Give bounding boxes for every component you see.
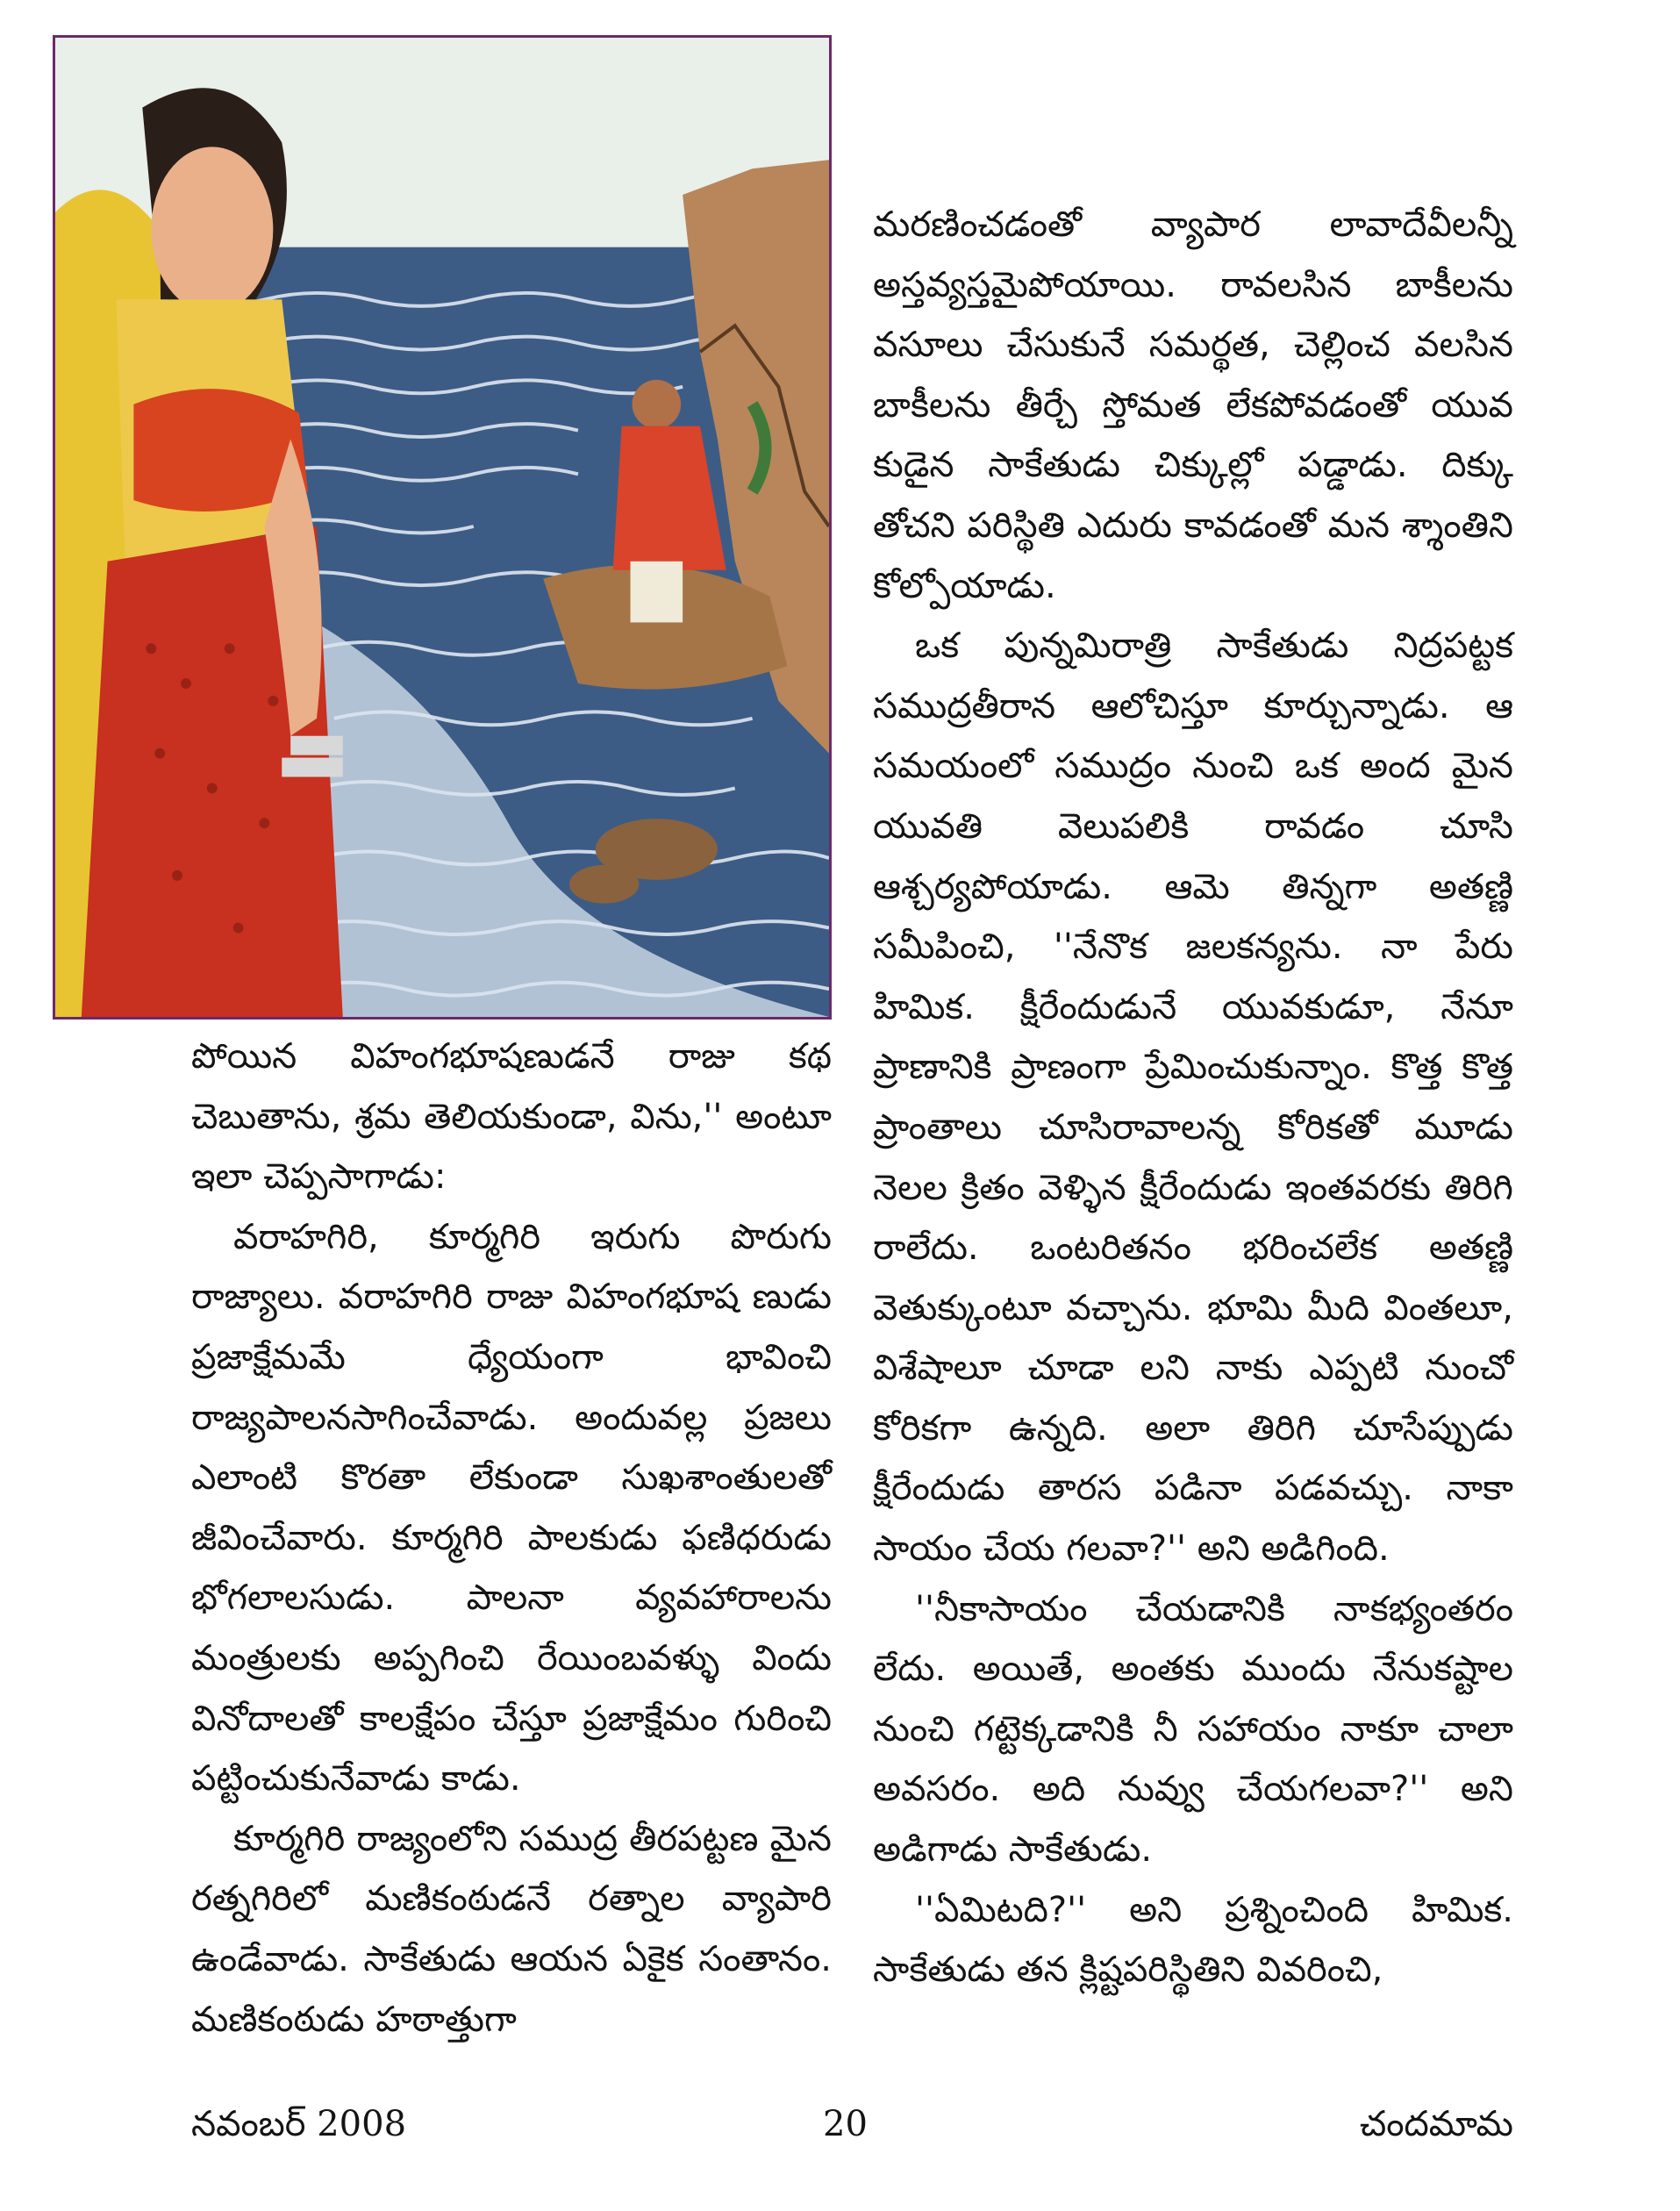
paragraph: వరాహగిరి, కూర్మగిరి ఇరుగు పొరుగు రాజ్యాలు. వరాహగిరి రాజు విహంగభూష ణుడు ప్రజాక్షేమమే ధ్యేయంగా భావించి రాజ్యపాలనసాగించేవాడు. అందువల్ల ప్రజలు ఎలాంటి కొరతా లేకుండా సుఖశాంతులతో జీవించేవారు. కూర్మగిరి పాలకుడు ఫణిధరుడు భోగలాలసుడు. పాలనా వ్యవహారాలను మంత్రులకు అప్పగించి రేయింబవళ్ళు విందు వినోదాలతో కాలక్షేపం చేస్తూ ప్రజాక్షేమం గురించి పట్టించుకునేవాడు కాడు. xyxy=(191,1216,832,1800)
paragraph: పోయిన విహంగభూషణుడనే రాజు కథ చెబుతాను, శ్రమ తెలియకుండా, విను,'' అంటూ ఇలా చెప్పసాగాడు: xyxy=(191,1036,832,1198)
paragraph: ''ఏమిటది?'' అని ప్రశ్నించింది హిమిక. సాకేతుడు తన క్లిష్టపరిస్థితిని వివరించి, xyxy=(873,1889,1513,1991)
right-column xyxy=(873,195,1513,2000)
paragraph: మరణించడంతో వ్యాపార లావాదేవీలన్నీ అస్తవ్యస్తమైపోయాయి. రావలసిన బాకీలను వసూలు చేసుకునే సమర్థత, చెల్లించ వలసిన బాకీలను తీర్చే స్తోమత లేకపోవడంతో యువ కుడైన సాకేతుడు చిక్కుల్లో పడ్డాడు. దిక్కు తోచని పరిస్థితి ఎదురు కావడంతో మన శ్శాంతిని కోల్పోయాడు. xyxy=(873,204,1513,606)
paragraph: ''నీకాసాయం చేయడానికి నాకభ్యంతరం లేదు. అయితే, అంతకు ముందు నేనుకష్టాల నుంచి గట్టెక్కడానికి నీ సహాయం నాకూ చాలా అవసరం. అది నువ్వు చేయగలవా?'' అని అడిగాడు సాకేతుడు. xyxy=(873,1588,1513,1871)
footer-month-year: నవంబర్ 2008 xyxy=(191,2104,407,2144)
paragraph: కూర్మగిరి రాజ్యంలోని సముద్ర తీరపట్టణ మైన రత్నగిరిలో మణికంఠుడనే రత్నాల వ్యాపారి ఉండేవాడు. సాకేతుడు ఆయన ఏకైక సంతానం. మణికంఠుడు హఠాత్తుగా xyxy=(191,1818,832,2040)
illustration xyxy=(53,35,832,1020)
left-column xyxy=(191,1027,832,2050)
paragraph: ఒక పున్నమిరాత్రి సాకేతుడు నిద్రపట్టక సముద్రతీరాన ఆలోచిస్తూ కూర్చున్నాడు. ఆ సమయంలో సముద్రం నుంచి ఒక అంద మైన యువతి వెలుపలికి రావడం చూసి ఆశ్చర్యపోయాడు. ఆమె తిన్నగా అతణ్ణి సమీపించి, ''నేనొక జలకన్యను. నా పేరు హిమిక. క్షీరేందుడునే యువకుడూ, నేనూ ప్రాణానికి ప్రాణంగా ప్రేమించుకున్నాం. కొత్త కొత్త ప్రాంతాలు చూసిరావాలన్న కోరికతో మూడు నెలల క్రితం వెళ్ళిన క్షీరేందుడు ఇంతవరకు తిరిగి రాలేదు. ఒంటరితనం భరించలేక అతణ్ణి వెతుక్కుంటూ వచ్చాను. భూమి మీది వింతలూ, విశేషాలూ చూడా లని నాకు ఎప్పటి నుంచో కోరికగా ఉన్నది. అలా తిరిగి చూసేప్పుడు క్షీరేందుడు తారస పడినా పడవచ్చు. నాకా సాయం చేయ గలవా?'' అని అడిగింది. xyxy=(873,626,1513,1570)
page-footer xyxy=(191,2104,1513,2157)
seaside-scene-illustration-icon xyxy=(55,38,829,1017)
page-number: 20 xyxy=(823,2104,868,2144)
magazine-name: చందమామ xyxy=(1359,2104,1513,2144)
